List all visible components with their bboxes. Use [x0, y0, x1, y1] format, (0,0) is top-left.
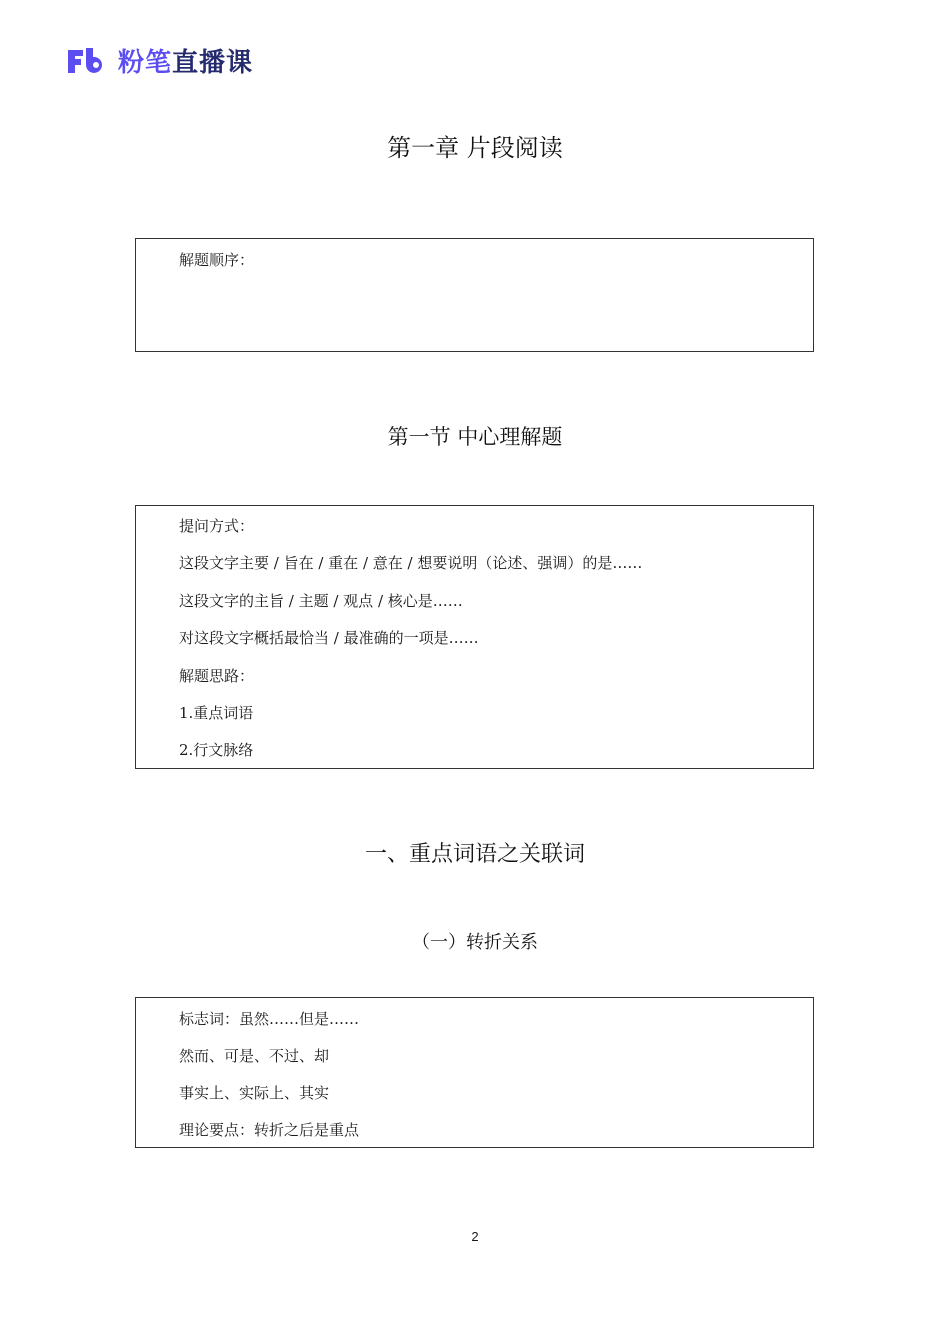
brand-name-suffix: 直播课: [172, 48, 254, 78]
box-line: 事实上、实际上、其实: [179, 1084, 330, 1102]
transition-box: [135, 997, 814, 1148]
page-number: 2: [471, 1229, 479, 1244]
solving-order-label: 解题顺序：: [179, 251, 255, 269]
box-line: 这段文字的主旨 / 主题 / 观点 / 核心是……: [179, 592, 463, 610]
subsubsection-title: （一）转折关系: [412, 932, 538, 953]
brand-name-primary: 粉笔: [118, 48, 173, 78]
box-line: 这段文字主要 / 旨在 / 重在 / 意在 / 想要说明（论述、强调）的是……: [179, 554, 643, 572]
question-methods-box: [135, 505, 814, 769]
box-line: 解题思路：: [179, 667, 255, 685]
box-line: 2.行文脉络: [179, 741, 254, 759]
box-line: 对这段文字概括最恰当 / 最准确的一项是……: [179, 629, 479, 647]
box-line: 提问方式：: [179, 517, 255, 535]
solving-order-box: [135, 238, 814, 352]
chapter-title: 第一章 片段阅读: [387, 134, 563, 162]
fb-logo-icon: [66, 46, 108, 76]
section-title: 第一节 中心理解题: [387, 425, 563, 449]
brand-logo: [66, 42, 253, 79]
box-line: 理论要点：转折之后是重点: [179, 1121, 360, 1139]
subsection-title: 一、重点词语之关联词: [364, 842, 585, 867]
brand-name: [118, 42, 253, 79]
box-line: 标志词：虽然……但是……: [179, 1010, 360, 1028]
box-line: 然而、可是、不过、却: [179, 1047, 330, 1065]
box-line: 1.重点词语: [179, 704, 254, 722]
